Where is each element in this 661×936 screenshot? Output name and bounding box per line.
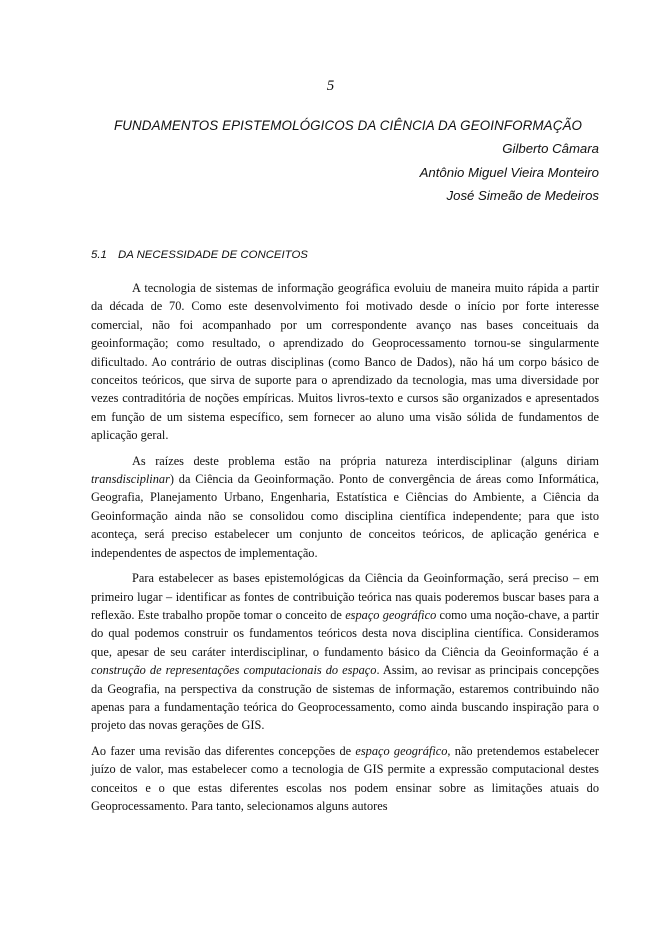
section-number: 5.1 [91,249,107,261]
paragraph-4-text-b: , não pretendemos estabelecer juízo de valor, mas estabelecer como a tecnologia de GIS permite a expressão computacional destes conceitos e o que estas diferentes escolas nos podem ensinar sobre as limitações atuais do Geoprocessamento. Para tanto, selecionamos alguns autores [91,743,600,813]
section-title: DA NECESSIDADE DE CONCEITOS [118,249,308,261]
chapter-title: FUNDAMENTOS EPISTEMOLÓGICOS DA CIÊNCIA DA GEOINFORMAÇÃO [113,118,583,133]
body-text [91,279,599,822]
paragraph-2-emphasis: transdisciplinar [91,472,170,487]
paragraph-4 [91,742,599,816]
paragraph-3 [91,569,599,735]
chapter-number: 5 [326,78,335,94]
paragraph-2-text-a: As raízes deste problema estão na própria natureza interdisciplinar (alguns diriam [132,453,599,468]
section-heading [91,249,308,261]
paragraph-3-emphasis-b: construção de representações computacionais do espaço [91,663,377,678]
paragraph-4-emphasis: espaço geográfico [355,743,448,758]
author-2: Antônio Miguel Vieira Monteiro [419,165,599,180]
paragraph-4-text-a: Ao fazer uma revisão das diferentes concepções de [91,743,356,758]
paragraph-1-text: A tecnologia de sistemas de informação geográfica evoluiu de maneira muito rápida a partir da década de 70. Como este desenvolvimento foi motivado desde o início por forte interesse comercial, não foi acompanhado por um correspondente avanço nas bases conceituais da geoinformação; como resultado, o aprendizado do Geoprocessamento tornou-se singularmente dificultado. Ao contrário de outras disciplinas (como Banco de Dados), não há um corpo básico de conceitos teóricos, que sirva de suporte para o aprendizado da tecnologia, mas uma diversidade por vezes contraditória de noções empíricas. Muitos livros-texto e cursos são organizados e apresentados em função de um sistema específico, sem fornecer ao aluno uma visão sólida de fundamentos de aplicação geral. [91,281,599,443]
author-1: Gilberto Câmara [502,141,599,156]
paragraph-3-text-c: . Assim, ao revisar as principais concepções da Geografia, na perspectiva da construção de sistemas de informação, estaremos contribuindo não apenas para a fundamentação teórica do Geoprocessamento, como ainda buscando inspiração para o projeto das novas gerações de GIS. [91,663,599,733]
paragraph-3-text-a: Para estabelecer as bases epistemológicas da Ciência da Geoinformação, será preciso – em primeiro lugar – identificar as fontes de contribuição teórica nas quais poderemos buscar bases para a reflexão. Este trabalho propõe tomar o conceito de [91,571,599,622]
paragraph-3-text-b: como uma noção-chave, a partir do qual podemos construir os fundamentos teóricos desta nova disciplina científica. Consideramos que, apesar de seu caráter interdisciplinar, o fundamento básico da Ciência da Geoinformação é a [91,607,600,659]
paragraph-2 [91,452,599,562]
author-3: José Simeão de Medeiros [446,188,599,203]
paragraph-2-text-b: ) da Ciência da Geoinformação. Ponto de convergência de áreas como Informática, Geografia, Planejamento Urbano, Engenharia, Estatística e Ciências do Ambiente, a Ciência da Geoinformação ainda não se consolidou como disciplina científica independente; para que isto aconteça, será preciso estabelecer um conjunto de conceitos teóricos, de aplicação genérica e independentes de aspectos de implementação. [91,472,599,560]
paragraph-3-emphasis-a: espaço geográfico [345,607,437,622]
paragraph-1 [91,279,599,445]
